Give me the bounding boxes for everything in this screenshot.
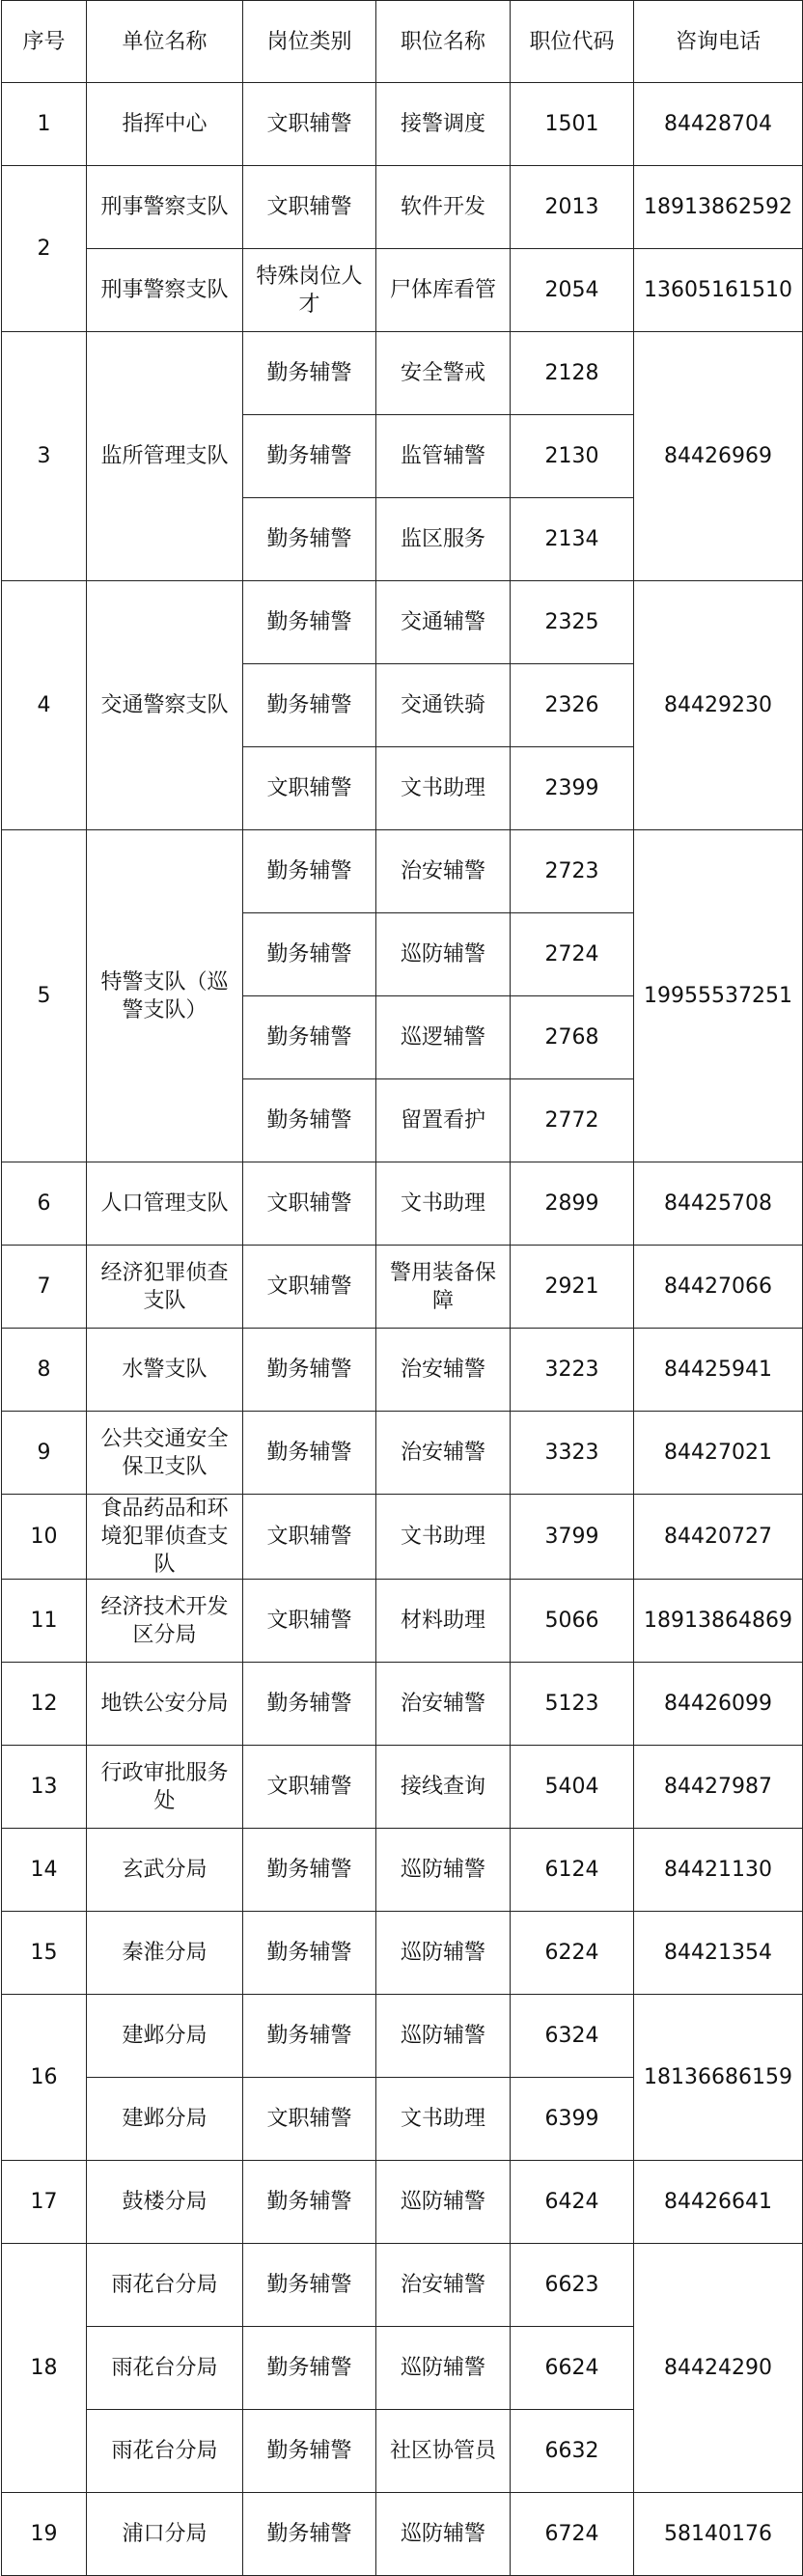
category-cell: 文职辅警 xyxy=(243,1580,376,1663)
title-cell: 交通辅警 xyxy=(376,581,511,664)
unit-cell: 食品药品和环境犯罪侦查支队 xyxy=(87,1495,243,1580)
unit-cell: 雨花台分局 xyxy=(87,2410,243,2493)
table-row xyxy=(2,1995,803,2078)
code-cell: 2130 xyxy=(511,415,634,498)
category-cell: 勤务辅警 xyxy=(243,2327,376,2410)
unit-cell: 秦淮分局 xyxy=(87,1912,243,1995)
code-cell: 1501 xyxy=(511,83,634,166)
unit-cell: 特警支队（巡警支队） xyxy=(87,830,243,1162)
unit-cell: 建邺分局 xyxy=(87,1995,243,2078)
unit-cell: 交通警察支队 xyxy=(87,581,243,830)
title-cell: 巡防辅警 xyxy=(376,2161,511,2244)
code-cell: 2054 xyxy=(511,249,634,332)
category-cell: 勤务辅警 xyxy=(243,2493,376,2576)
title-cell: 监区服务 xyxy=(376,498,511,581)
title-cell: 巡防辅警 xyxy=(376,2327,511,2410)
unit-cell: 浦口分局 xyxy=(87,2493,243,2576)
phone-cell: 84428704 xyxy=(634,83,803,166)
category-cell: 特殊岗位人才 xyxy=(243,249,376,332)
title-cell: 社区协管员 xyxy=(376,2410,511,2493)
code-cell: 2128 xyxy=(511,332,634,415)
unit-cell: 刑事警察支队 xyxy=(87,166,243,249)
category-cell: 勤务辅警 xyxy=(243,581,376,664)
phone-cell: 84420727 xyxy=(634,1495,803,1580)
code-cell: 2768 xyxy=(511,996,634,1079)
table-row xyxy=(2,1580,803,1663)
title-cell: 治安辅警 xyxy=(376,1412,511,1495)
table-row xyxy=(2,1162,803,1246)
code-cell: 5066 xyxy=(511,1580,634,1663)
table-row xyxy=(2,830,803,913)
phone-cell: 84426969 xyxy=(634,332,803,581)
header-category: 岗位类别 xyxy=(243,1,376,83)
phone-cell: 84425941 xyxy=(634,1329,803,1412)
title-cell: 文书助理 xyxy=(376,1495,511,1580)
code-cell: 6632 xyxy=(511,2410,634,2493)
phone-cell: 18913864869 xyxy=(634,1580,803,1663)
seq-cell: 19 xyxy=(2,2493,87,2576)
code-cell: 6624 xyxy=(511,2327,634,2410)
code-cell: 6623 xyxy=(511,2244,634,2327)
category-cell: 勤务辅警 xyxy=(243,415,376,498)
table-row xyxy=(2,332,803,415)
header-seq: 序号 xyxy=(2,1,87,83)
category-cell: 文职辅警 xyxy=(243,1246,376,1329)
seq-cell: 6 xyxy=(2,1162,87,1246)
unit-cell: 雨花台分局 xyxy=(87,2327,243,2410)
seq-cell: 8 xyxy=(2,1329,87,1412)
phone-cell: 84426641 xyxy=(634,2161,803,2244)
title-cell: 留置看护 xyxy=(376,1079,511,1162)
phone-cell: 84427021 xyxy=(634,1412,803,1495)
seq-cell: 4 xyxy=(2,581,87,830)
category-cell: 勤务辅警 xyxy=(243,2410,376,2493)
title-cell: 警用装备保障 xyxy=(376,1246,511,1329)
category-cell: 文职辅警 xyxy=(243,1495,376,1580)
category-cell: 勤务辅警 xyxy=(243,332,376,415)
code-cell: 2899 xyxy=(511,1162,634,1246)
category-cell: 文职辅警 xyxy=(243,83,376,166)
title-cell: 治安辅警 xyxy=(376,830,511,913)
code-cell: 6724 xyxy=(511,2493,634,2576)
category-cell: 勤务辅警 xyxy=(243,830,376,913)
phone-cell: 84427987 xyxy=(634,1746,803,1829)
category-cell: 勤务辅警 xyxy=(243,498,376,581)
title-cell: 治安辅警 xyxy=(376,2244,511,2327)
code-cell: 6424 xyxy=(511,2161,634,2244)
phone-cell: 84426099 xyxy=(634,1663,803,1746)
phone-cell: 84421354 xyxy=(634,1912,803,1995)
unit-cell: 建邺分局 xyxy=(87,2078,243,2161)
table-row xyxy=(2,2493,803,2576)
category-cell: 文职辅警 xyxy=(243,166,376,249)
title-cell: 材料助理 xyxy=(376,1580,511,1663)
title-cell: 安全警戒 xyxy=(376,332,511,415)
category-cell: 勤务辅警 xyxy=(243,2161,376,2244)
title-cell: 监管辅警 xyxy=(376,415,511,498)
seq-cell: 9 xyxy=(2,1412,87,1495)
category-cell: 勤务辅警 xyxy=(243,1663,376,1746)
code-cell: 2724 xyxy=(511,913,634,996)
table-row xyxy=(2,1246,803,1329)
title-cell: 文书助理 xyxy=(376,2078,511,2161)
code-cell: 3799 xyxy=(511,1495,634,1580)
code-cell: 2325 xyxy=(511,581,634,664)
table-row xyxy=(2,1495,803,1580)
unit-cell: 玄武分局 xyxy=(87,1829,243,1912)
title-cell: 巡防辅警 xyxy=(376,1829,511,1912)
title-cell: 巡逻辅警 xyxy=(376,996,511,1079)
seq-cell: 11 xyxy=(2,1580,87,1663)
code-cell: 5404 xyxy=(511,1746,634,1829)
title-cell: 文书助理 xyxy=(376,747,511,830)
phone-cell: 84429230 xyxy=(634,581,803,830)
title-cell: 接警调度 xyxy=(376,83,511,166)
category-cell: 勤务辅警 xyxy=(243,1829,376,1912)
code-cell: 3323 xyxy=(511,1412,634,1495)
phone-cell: 84425708 xyxy=(634,1162,803,1246)
category-cell: 文职辅警 xyxy=(243,1162,376,1246)
unit-cell: 刑事警察支队 xyxy=(87,249,243,332)
seq-cell: 2 xyxy=(2,166,87,332)
phone-cell: 58140176 xyxy=(634,2493,803,2576)
code-cell: 2772 xyxy=(511,1079,634,1162)
category-cell: 勤务辅警 xyxy=(243,1995,376,2078)
table-row xyxy=(2,1912,803,1995)
code-cell: 5123 xyxy=(511,1663,634,1746)
seq-cell: 3 xyxy=(2,332,87,581)
seq-cell: 13 xyxy=(2,1746,87,1829)
title-cell: 文书助理 xyxy=(376,1162,511,1246)
category-cell: 勤务辅警 xyxy=(243,913,376,996)
table-row xyxy=(2,1329,803,1412)
table-row xyxy=(2,83,803,166)
table-row xyxy=(2,1663,803,1746)
code-cell: 2013 xyxy=(511,166,634,249)
seq-cell: 14 xyxy=(2,1829,87,1912)
category-cell: 勤务辅警 xyxy=(243,1329,376,1412)
phone-cell: 13605161510 xyxy=(634,249,803,332)
code-cell: 3223 xyxy=(511,1329,634,1412)
category-cell: 勤务辅警 xyxy=(243,1079,376,1162)
seq-cell: 18 xyxy=(2,2244,87,2493)
table-row xyxy=(2,1412,803,1495)
unit-cell: 公共交通安全保卫支队 xyxy=(87,1412,243,1495)
phone-cell: 18136686159 xyxy=(634,1995,803,2161)
title-cell: 接线查询 xyxy=(376,1746,511,1829)
phone-cell: 84421130 xyxy=(634,1829,803,1912)
table-row xyxy=(2,581,803,664)
phone-cell: 84427066 xyxy=(634,1246,803,1329)
seq-cell: 15 xyxy=(2,1912,87,1995)
table-row xyxy=(2,1746,803,1829)
header-phone: 咨询电话 xyxy=(634,1,803,83)
title-cell: 治安辅警 xyxy=(376,1663,511,1746)
table-row xyxy=(2,2161,803,2244)
unit-cell: 指挥中心 xyxy=(87,83,243,166)
code-cell: 2921 xyxy=(511,1246,634,1329)
seq-cell: 5 xyxy=(2,830,87,1162)
category-cell: 文职辅警 xyxy=(243,1746,376,1829)
table-row xyxy=(2,2244,803,2327)
seq-cell: 17 xyxy=(2,2161,87,2244)
category-cell: 勤务辅警 xyxy=(243,2244,376,2327)
category-cell: 文职辅警 xyxy=(243,747,376,830)
header-title: 职位名称 xyxy=(376,1,511,83)
table-row xyxy=(2,166,803,249)
unit-cell: 雨花台分局 xyxy=(87,2244,243,2327)
title-cell: 治安辅警 xyxy=(376,1329,511,1412)
unit-cell: 经济技术开发区分局 xyxy=(87,1580,243,1663)
title-cell: 巡防辅警 xyxy=(376,1995,511,2078)
table-row xyxy=(2,1829,803,1912)
code-cell: 2723 xyxy=(511,830,634,913)
unit-cell: 行政审批服务处 xyxy=(87,1746,243,1829)
category-cell: 勤务辅警 xyxy=(243,996,376,1079)
title-cell: 巡防辅警 xyxy=(376,1912,511,1995)
code-cell: 2399 xyxy=(511,747,634,830)
code-cell: 6399 xyxy=(511,2078,634,2161)
title-cell: 尸体库看管 xyxy=(376,249,511,332)
seq-cell: 10 xyxy=(2,1495,87,1580)
unit-cell: 水警支队 xyxy=(87,1329,243,1412)
title-cell: 交通铁骑 xyxy=(376,664,511,747)
header-row xyxy=(2,1,803,83)
header-code: 职位代码 xyxy=(511,1,634,83)
phone-cell: 19955537251 xyxy=(634,830,803,1162)
unit-cell: 经济犯罪侦查支队 xyxy=(87,1246,243,1329)
seq-cell: 7 xyxy=(2,1246,87,1329)
code-cell: 6124 xyxy=(511,1829,634,1912)
code-cell: 2134 xyxy=(511,498,634,581)
category-cell: 勤务辅警 xyxy=(243,1412,376,1495)
code-cell: 6224 xyxy=(511,1912,634,1995)
seq-cell: 12 xyxy=(2,1663,87,1746)
unit-cell: 监所管理支队 xyxy=(87,332,243,581)
title-cell: 巡防辅警 xyxy=(376,913,511,996)
title-cell: 巡防辅警 xyxy=(376,2493,511,2576)
unit-cell: 地铁公安分局 xyxy=(87,1663,243,1746)
unit-cell: 鼓楼分局 xyxy=(87,2161,243,2244)
category-cell: 勤务辅警 xyxy=(243,1912,376,1995)
category-cell: 文职辅警 xyxy=(243,2078,376,2161)
header-unit: 单位名称 xyxy=(87,1,243,83)
unit-cell: 人口管理支队 xyxy=(87,1162,243,1246)
seq-cell: 16 xyxy=(2,1995,87,2161)
recruitment-table xyxy=(1,0,803,2576)
phone-cell: 84424290 xyxy=(634,2244,803,2493)
code-cell: 2326 xyxy=(511,664,634,747)
category-cell: 勤务辅警 xyxy=(243,664,376,747)
seq-cell: 1 xyxy=(2,83,87,166)
code-cell: 6324 xyxy=(511,1995,634,2078)
table-row xyxy=(2,249,803,332)
title-cell: 软件开发 xyxy=(376,166,511,249)
phone-cell: 18913862592 xyxy=(634,166,803,249)
